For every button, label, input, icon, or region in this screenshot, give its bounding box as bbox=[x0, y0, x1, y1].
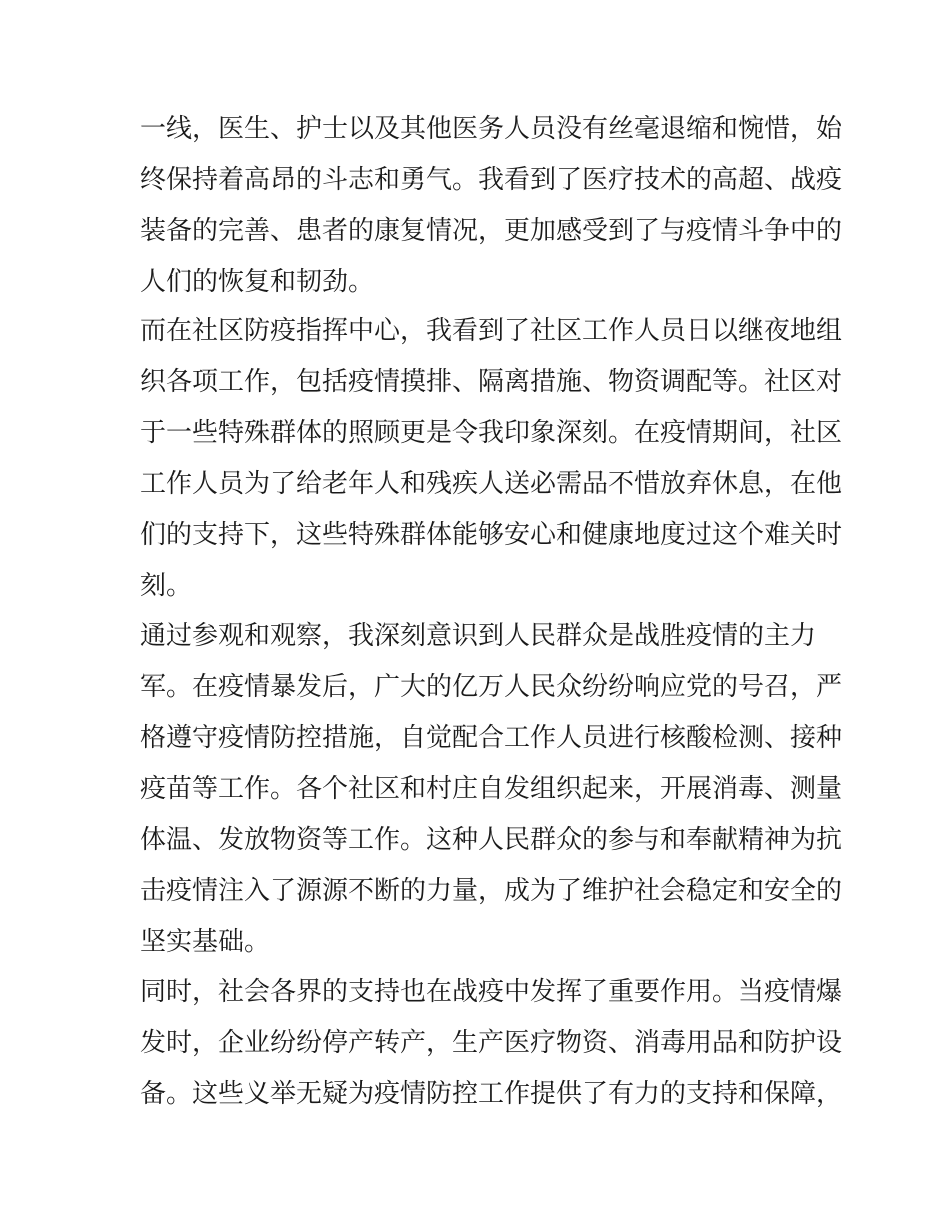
text-line: 通过参观和观察，我深刻意识到人民群众是战胜疫情的主力 bbox=[140, 621, 817, 651]
text-line: 而在社区防疫指挥中心，我看到了社区工作人员日以继夜地组 bbox=[140, 316, 843, 346]
text-line: 于一些特殊群体的照顾更是令我印象深刻。在疫情期间，社区 bbox=[140, 418, 843, 448]
text-line: 击疫情注入了源源不断的力量，成为了维护社会稳定和安全的 bbox=[140, 876, 843, 906]
text-line: 疫苗等工作。各个社区和村庄自发组织起来，开展消毒、测量 bbox=[140, 774, 843, 804]
text-line: 织各项工作，包括疫情摸排、隔离措施、物资调配等。社区对 bbox=[140, 367, 843, 397]
text-line: 军。在疫情暴发后，广大的亿万人民众纷纷响应党的号召，严 bbox=[140, 672, 843, 702]
text-line: 人们的恢复和韧劲。 bbox=[140, 267, 375, 297]
text-line: 坚实基础。 bbox=[140, 927, 271, 957]
text-line: 们的支持下，这些特殊群体能够安心和健康地度过这个难关时 bbox=[140, 520, 843, 550]
text-line: 一线，医生、护士以及其他医务人员没有丝毫退缩和惋惜，始 bbox=[140, 114, 843, 144]
text-line: 终保持着高昂的斗志和勇气。我看到了医疗技术的高超、战疫 bbox=[140, 165, 843, 195]
text-line: 格遵守疫情防控措施，自觉配合工作人员进行核酸检测、接种 bbox=[140, 723, 843, 753]
text-line: 体温、发放物资等工作。这种人民群众的参与和奉献精神为抗 bbox=[140, 825, 843, 855]
text-line: 工作人员为了给老年人和残疾人送必需品不惜放弃休息，在他 bbox=[140, 469, 843, 499]
text-line: 同时，社会各界的支持也在战疫中发挥了重要作用。当疫情爆 bbox=[140, 977, 843, 1007]
text-line: 装备的完善、患者的康复情况，更加感受到了与疫情斗争中的 bbox=[140, 216, 843, 246]
text-line: 刻。 bbox=[140, 571, 193, 601]
text-line: 发时，企业纷纷停产转产，生产医疗物资、消毒用品和防护设 bbox=[140, 1028, 843, 1058]
text-line: 备。这些义举无疑为疫情防控工作提供了有力的支持和保障， bbox=[140, 1079, 843, 1109]
